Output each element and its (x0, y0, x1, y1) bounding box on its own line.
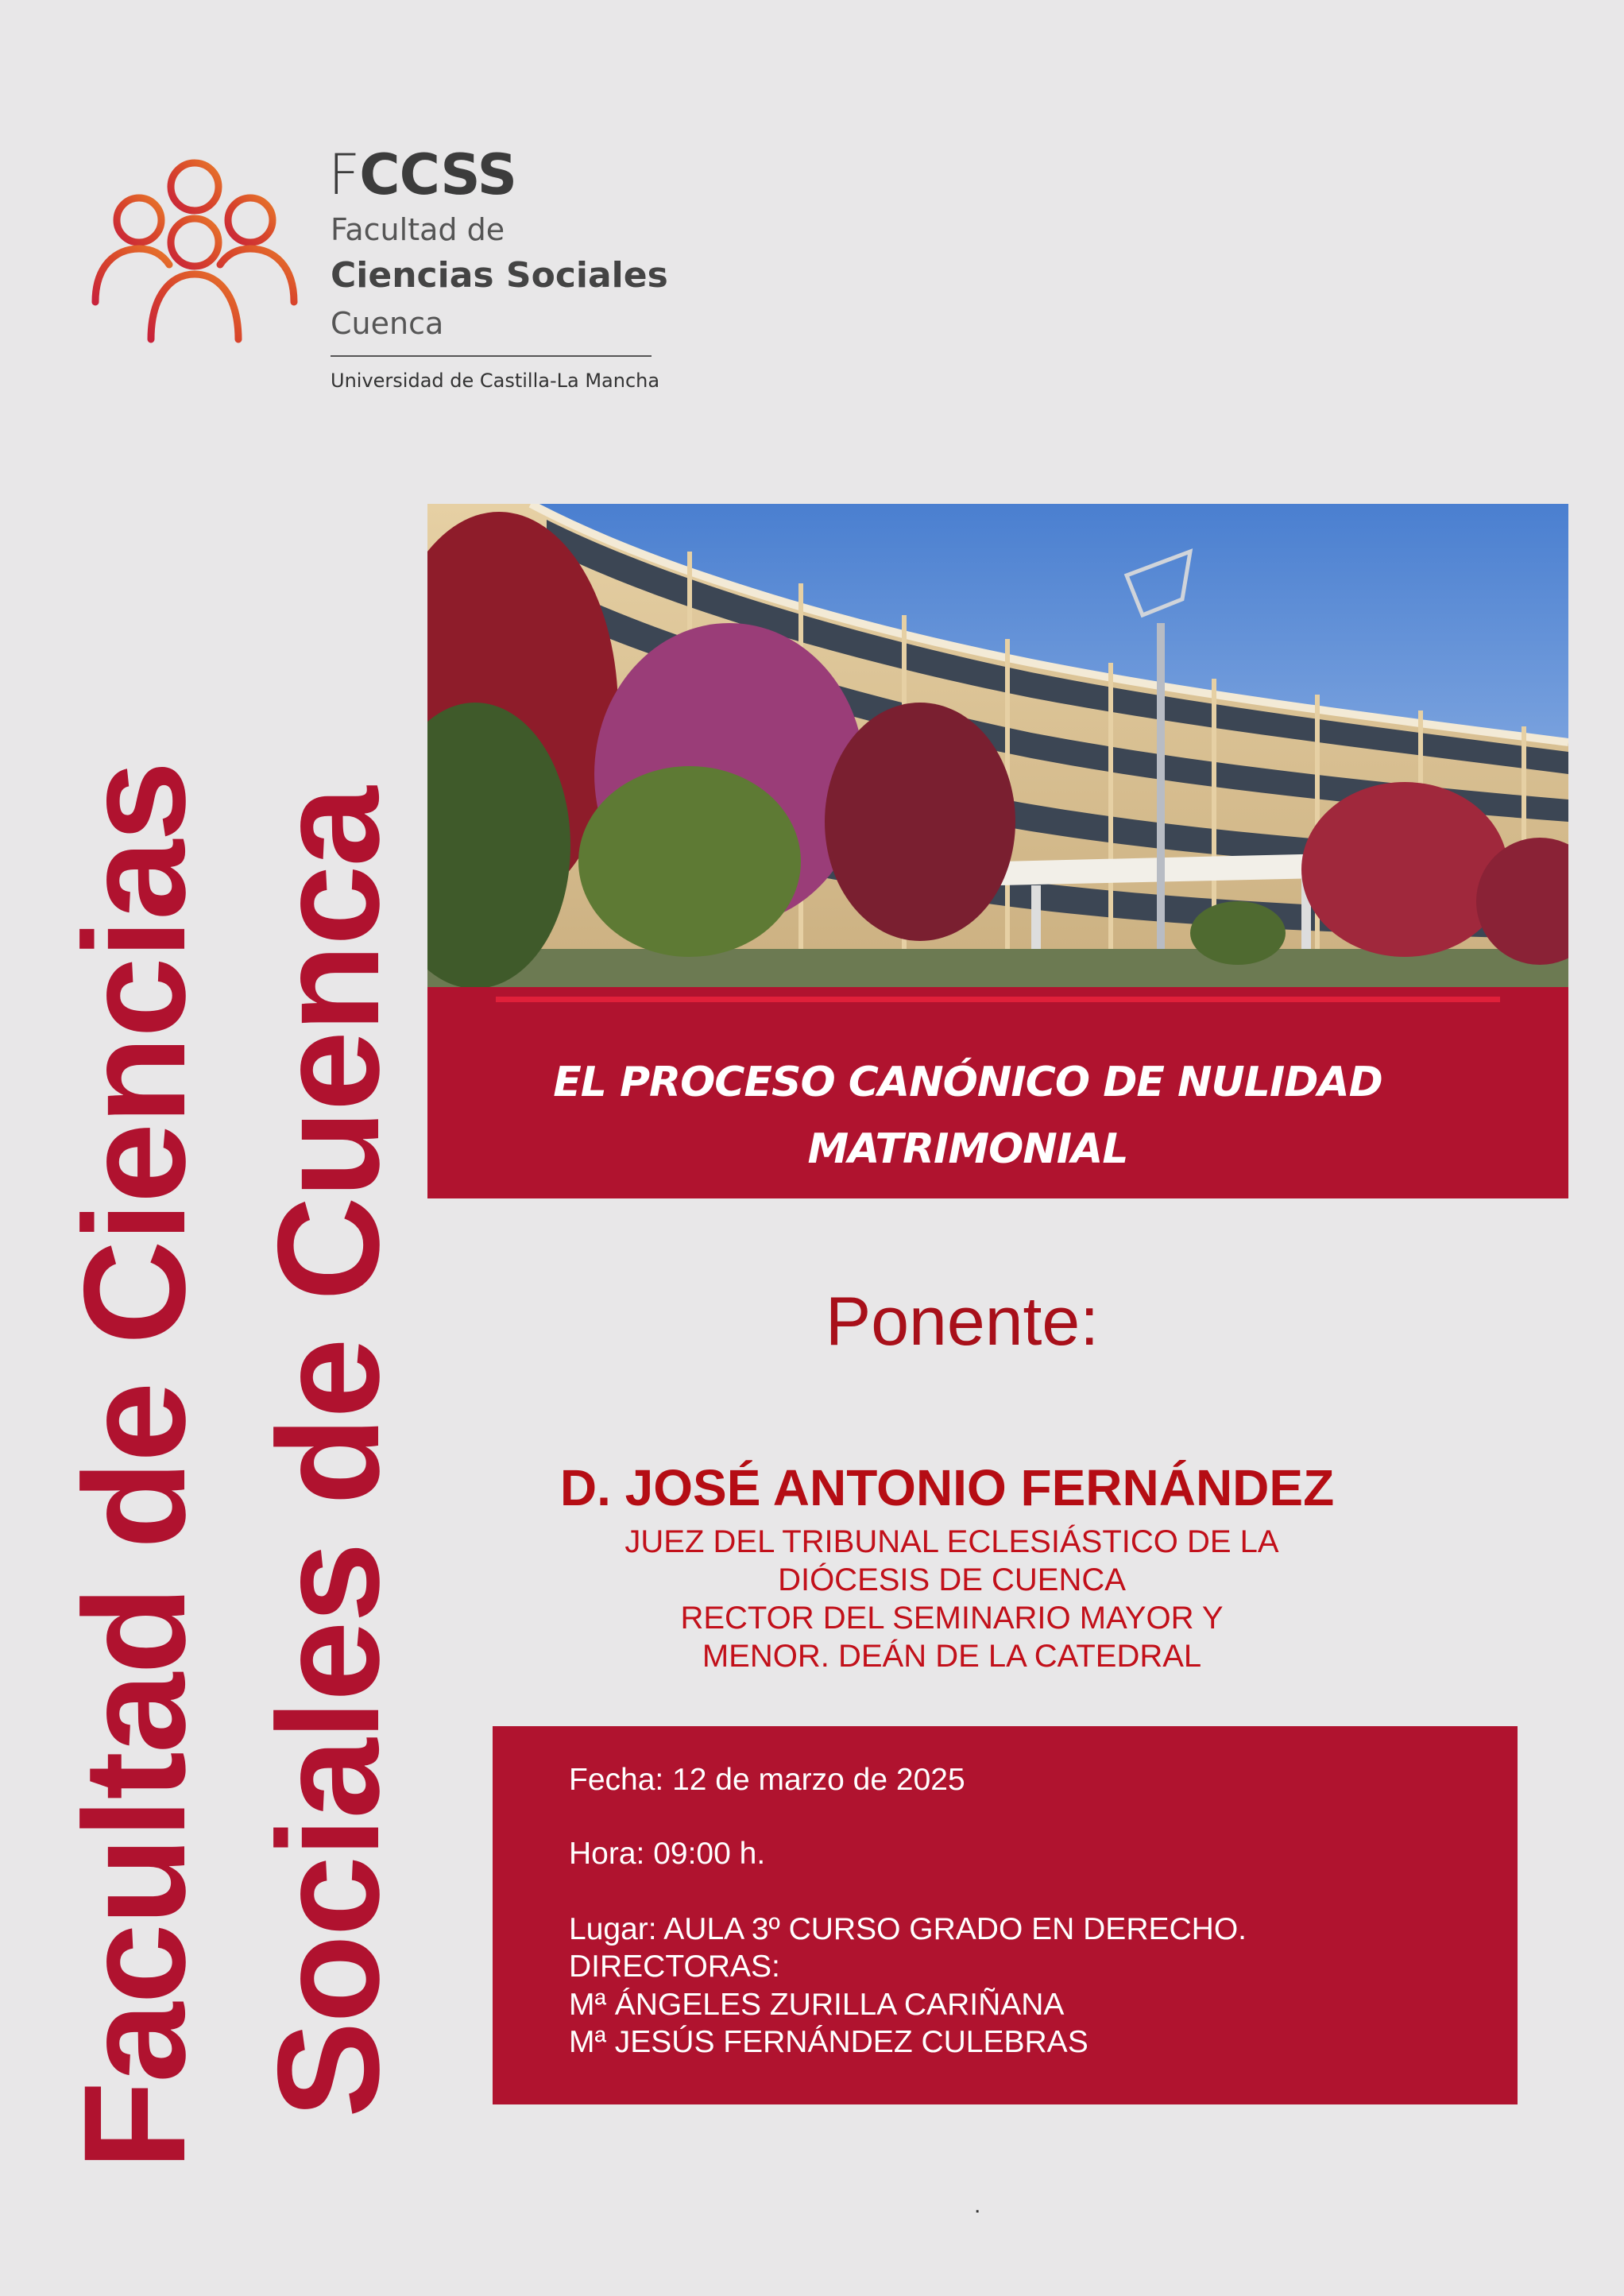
event-title-line2: MATRIMONIAL (807, 1125, 1128, 1173)
side-title-line2: Sociales de Cuenca (247, 788, 409, 2118)
logo-text-line2: Ciencias Sociales (331, 255, 668, 296)
logo-divider (331, 355, 652, 357)
speaker-role-line: JUEZ DEL TRIBUNAL ECLESIÁSTICO DE LA (624, 1524, 1279, 1559)
logo-abbr-main: CCSS (359, 142, 516, 207)
event-date: Fecha: 12 de marzo de 2025 (569, 1763, 965, 1797)
logo-abbr-prefix: F (328, 142, 360, 207)
logo-text-line1: Facultad de (331, 212, 505, 247)
speaker-name: D. JOSÉ ANTONIO FERNÁNDEZ (559, 1459, 1335, 1516)
speaker-label: Ponente: (825, 1284, 1100, 1360)
event-location: Lugar: AULA 3º CURSO GRADO EN DERECHO. (569, 1912, 1247, 1946)
director-name: Mª JESÚS FERNÁNDEZ CULEBRAS (569, 2025, 1088, 2059)
speaker-role-line: DIÓCESIS DE CUENCA (778, 1562, 1126, 1597)
side-title-line1: Facultad de Ciencias (53, 762, 215, 2170)
speaker-role-line: RECTOR DEL SEMINARIO MAYOR Y (680, 1601, 1224, 1636)
building-photo (427, 504, 1568, 987)
logo-abbreviation (328, 142, 516, 207)
event-title-line1: EL PROCESO CANÓNICO DE NULIDAD (553, 1059, 1382, 1106)
title-band-divider (496, 997, 1500, 1002)
directors-label: DIRECTORAS: (569, 1949, 780, 1984)
event-time: Hora: 09:00 h. (569, 1837, 766, 1871)
footer-mark: . (974, 2192, 981, 2218)
people-group-icon (83, 155, 306, 346)
logo-text-line3: Cuenca (331, 306, 444, 341)
logo-university: Universidad de Castilla-La Mancha (331, 370, 660, 392)
speaker-role-line: MENOR. DEÁN DE LA CATEDRAL (702, 1639, 1202, 1674)
director-name: Mª ÁNGELES ZURILLA CARIÑANA (569, 1988, 1065, 2022)
